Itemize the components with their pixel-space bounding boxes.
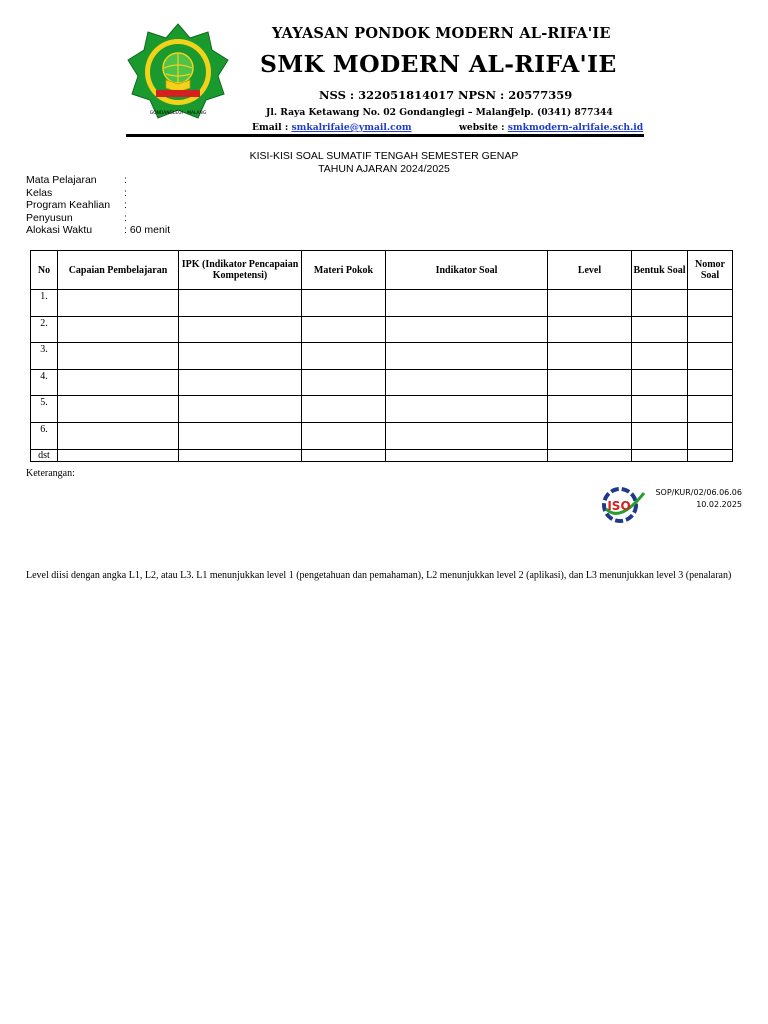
school-phone: Telp. (0341) 877344 [509,107,613,118]
cell[interactable] [688,396,733,423]
info-value: : 60 menit [124,224,171,237]
email-label: Email : [252,122,292,133]
header-indikator: Indikator Soal [386,251,548,290]
school-name: SMK MODERN AL-RIFA'IE [260,50,617,78]
cell[interactable] [58,369,179,396]
cell[interactable] [302,316,386,343]
info-value: : [124,199,127,212]
cell[interactable] [302,449,386,461]
cell[interactable] [632,316,688,343]
school-logo-icon [126,22,230,120]
header-capaian: Capaian Pembelajaran [58,251,179,290]
row-number: dst [31,449,58,461]
cell[interactable] [386,449,548,461]
cell[interactable] [179,422,302,449]
cell[interactable] [548,449,632,461]
table-header-row [31,251,733,290]
cell[interactable] [548,422,632,449]
cell[interactable] [179,449,302,461]
cell[interactable] [632,290,688,317]
header-divider [126,134,644,137]
nss-number: NSS : 322051814017 [319,88,455,102]
cell[interactable] [548,369,632,396]
table-row [31,396,733,423]
cell[interactable] [548,396,632,423]
cell[interactable] [632,396,688,423]
website-link[interactable]: smkmodern-alrifaie.sch.id [507,122,644,133]
row-number: 3. [31,343,58,370]
cell[interactable] [688,369,733,396]
document-title: KISI-KISI SOAL SUMATIF TENGAH SEMESTER GENAP [249,150,519,162]
table-row [31,422,733,449]
cell[interactable] [548,343,632,370]
info-label: Alokasi Waktu [26,224,93,237]
header-ipk: IPK (Indikator Pencapaian Kompetensi) [179,251,302,290]
letterhead [126,20,644,138]
sop-code: SOP/KUR/02/06.06.06 [655,488,742,497]
cell[interactable] [179,290,302,317]
cell[interactable] [58,422,179,449]
header-no: No [31,251,58,290]
cell[interactable] [688,343,733,370]
email-line [252,122,412,133]
cell[interactable] [632,369,688,396]
cell[interactable] [386,343,548,370]
cell[interactable] [632,343,688,370]
cell[interactable] [302,422,386,449]
cell[interactable] [179,343,302,370]
website-label: website : [459,122,508,133]
info-value: : [124,174,127,186]
cell[interactable] [688,422,733,449]
cell[interactable] [58,316,179,343]
row-number: 5. [31,396,58,423]
foundation-name: YAYASAN PONDOK MODERN AL-RIFA'IE [272,25,611,42]
sop-block [655,487,742,511]
row-number: 4. [31,369,58,396]
cell[interactable] [386,396,548,423]
info-label: Kelas [26,186,53,199]
cell[interactable] [302,343,386,370]
iso-logo-icon [600,485,652,525]
cell[interactable] [548,316,632,343]
sop-date: 10.02.2025 [696,500,742,509]
npsn-number: NPSN : 20577359 [458,88,573,102]
iso-text: ISO [607,499,631,513]
document-subtitle: TAHUN AJARAN 2024/2025 [318,163,450,175]
info-value: : [124,186,127,199]
header-nomor: Nomor Soal [688,251,733,290]
cell[interactable] [179,316,302,343]
header-materi: Materi Pokok [302,251,386,290]
row-number: 2. [31,316,58,343]
cell[interactable] [302,369,386,396]
cell[interactable] [58,343,179,370]
table-row [31,343,733,370]
cell[interactable] [386,316,548,343]
cell[interactable] [179,369,302,396]
table-row [31,290,733,317]
cell[interactable] [632,449,688,461]
info-value: : [124,211,127,224]
cell[interactable] [386,422,548,449]
cell[interactable] [632,422,688,449]
cell[interactable] [58,290,179,317]
table-row [31,316,733,343]
row-number: 1. [31,290,58,317]
cell[interactable] [688,449,733,461]
email-link[interactable]: smkalrifaie@ymail.com [291,122,412,133]
table-row [31,369,733,396]
cell[interactable] [58,449,179,461]
table-row [31,449,733,461]
cell[interactable] [302,396,386,423]
kisi-kisi-table [30,250,733,462]
keterangan-label: Keterangan: [26,468,75,479]
header-level: Level [548,251,632,290]
cell[interactable] [688,316,733,343]
info-label: Penyusun [26,211,73,224]
cell[interactable] [58,396,179,423]
cell[interactable] [386,290,548,317]
level-footnote: Level diisi dengan angka L1, L2, atau L3. L1 menunjukkan level 1 (pengetahuan dan pemahaman), L2 menunjukkan level 2 (aplikasi), dan L3 menunjukkan level 3 (penalaran) [26,570,732,581]
row-number: 6. [31,422,58,449]
header-bentuk: Bentuk Soal [632,251,688,290]
school-address: Jl. Raya Ketawang No. 02 Gondanglegi – Malang [266,107,515,118]
info-label: Mata Pelajaran [26,174,97,186]
logo-caption: GONDANGLEGI - MALANG [149,111,207,116]
cell[interactable] [302,290,386,317]
cell[interactable] [179,396,302,423]
cell[interactable] [386,369,548,396]
info-label: Program Keahlian [26,199,111,212]
website-line [459,122,643,133]
cell[interactable] [688,290,733,317]
cell[interactable] [548,290,632,317]
